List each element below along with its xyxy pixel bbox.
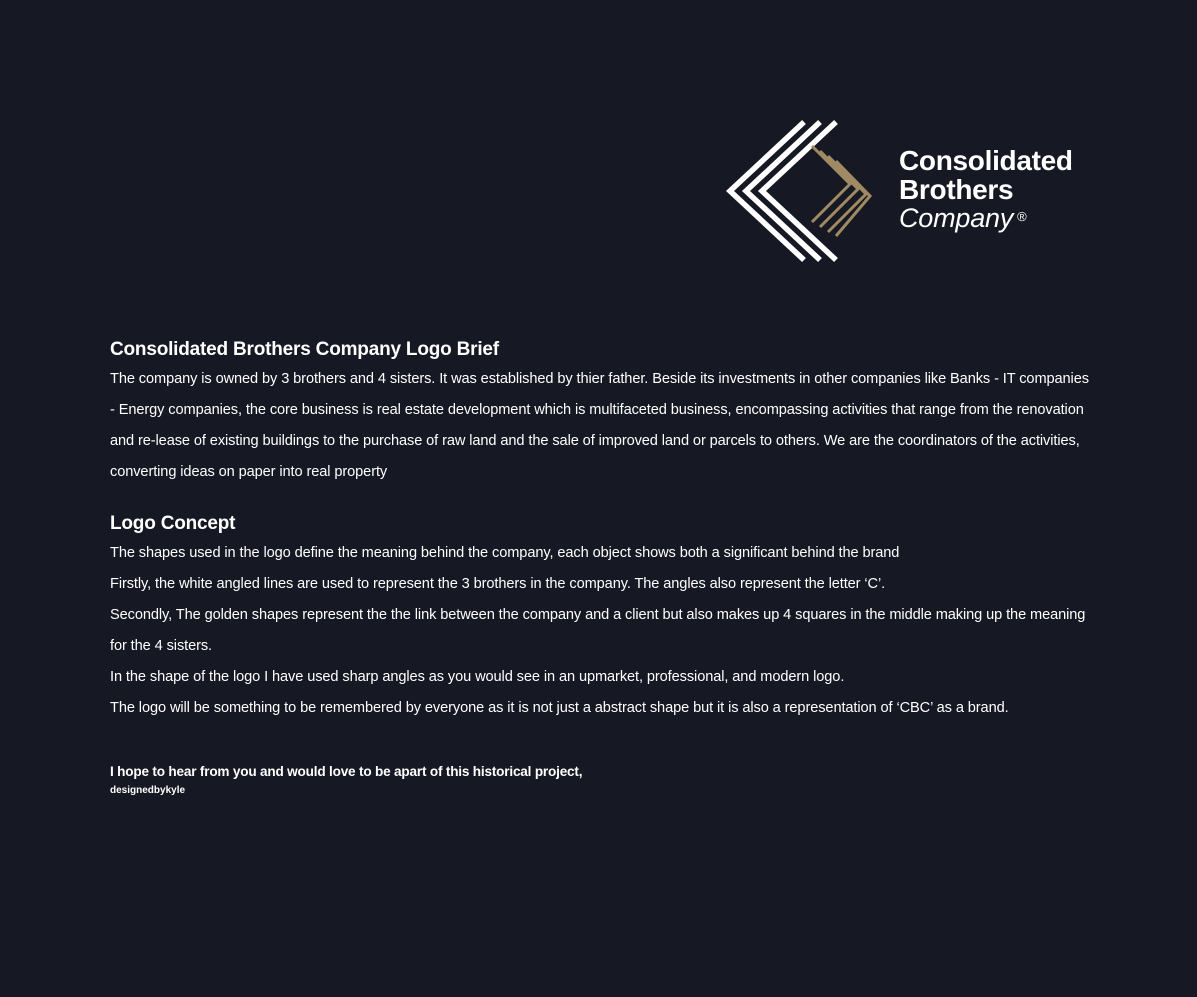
brief-body: The company is owned by 3 brothers and 4 sisters. It was established by thier father. Beside its investments in other companies like Banks - IT companies - Energy companies, the core business is real estate development which is multifaceted business, encompassing activities that range from the renovation and re-lease of existing buildings to the purchase of raw land and the sale of improved land or parcels to others. We are the coordinators of the activities, converting ideas on paper into real property	[110, 371, 1089, 480]
logo-mark-icon	[722, 120, 872, 262]
concept-paragraph: In the shape of the logo I have used sharp angles as you would see in an upmarket, professional, and modern logo.	[110, 669, 845, 685]
logo-wordmark	[899, 146, 1073, 233]
concept-paragraph: Secondly, The golden shapes represent the the link between the company and a client but also makes up 4 squares in the middle making up the meaning for the 4 sisters.	[110, 607, 1086, 654]
designer-signature: designedbykyle	[110, 785, 186, 796]
company-logo	[722, 120, 1082, 262]
registered-mark: ®	[1017, 209, 1027, 224]
concept-paragraph: The logo will be something to be remembered by everyone as it is not just a abstract shape but it is also a representation of ‘CBC’ as a brand.	[110, 700, 1009, 716]
brief-content	[110, 336, 1090, 798]
brief-title: Consolidated Brothers Company Logo Brief	[110, 339, 499, 360]
logo-name-line-3	[899, 204, 1073, 233]
logo-name-company: Company	[899, 203, 1014, 233]
concept-paragraph: The shapes used in the logo define the meaning behind the company, each object shows both a significant behind the brand	[110, 545, 900, 561]
logo-name-line-1: Consolidated	[899, 145, 1073, 176]
concept-title: Logo Concept	[110, 513, 236, 534]
concept-paragraph: Firstly, the white angled lines are used to represent the 3 brothers in the company. The angles also represent the letter ‘C’.	[110, 576, 886, 592]
closing-message: I hope to hear from you and would love to be apart of this historical project,	[110, 764, 583, 779]
logo-name-line-2: Brothers	[899, 174, 1014, 205]
white-angle-line-outer	[730, 122, 804, 260]
